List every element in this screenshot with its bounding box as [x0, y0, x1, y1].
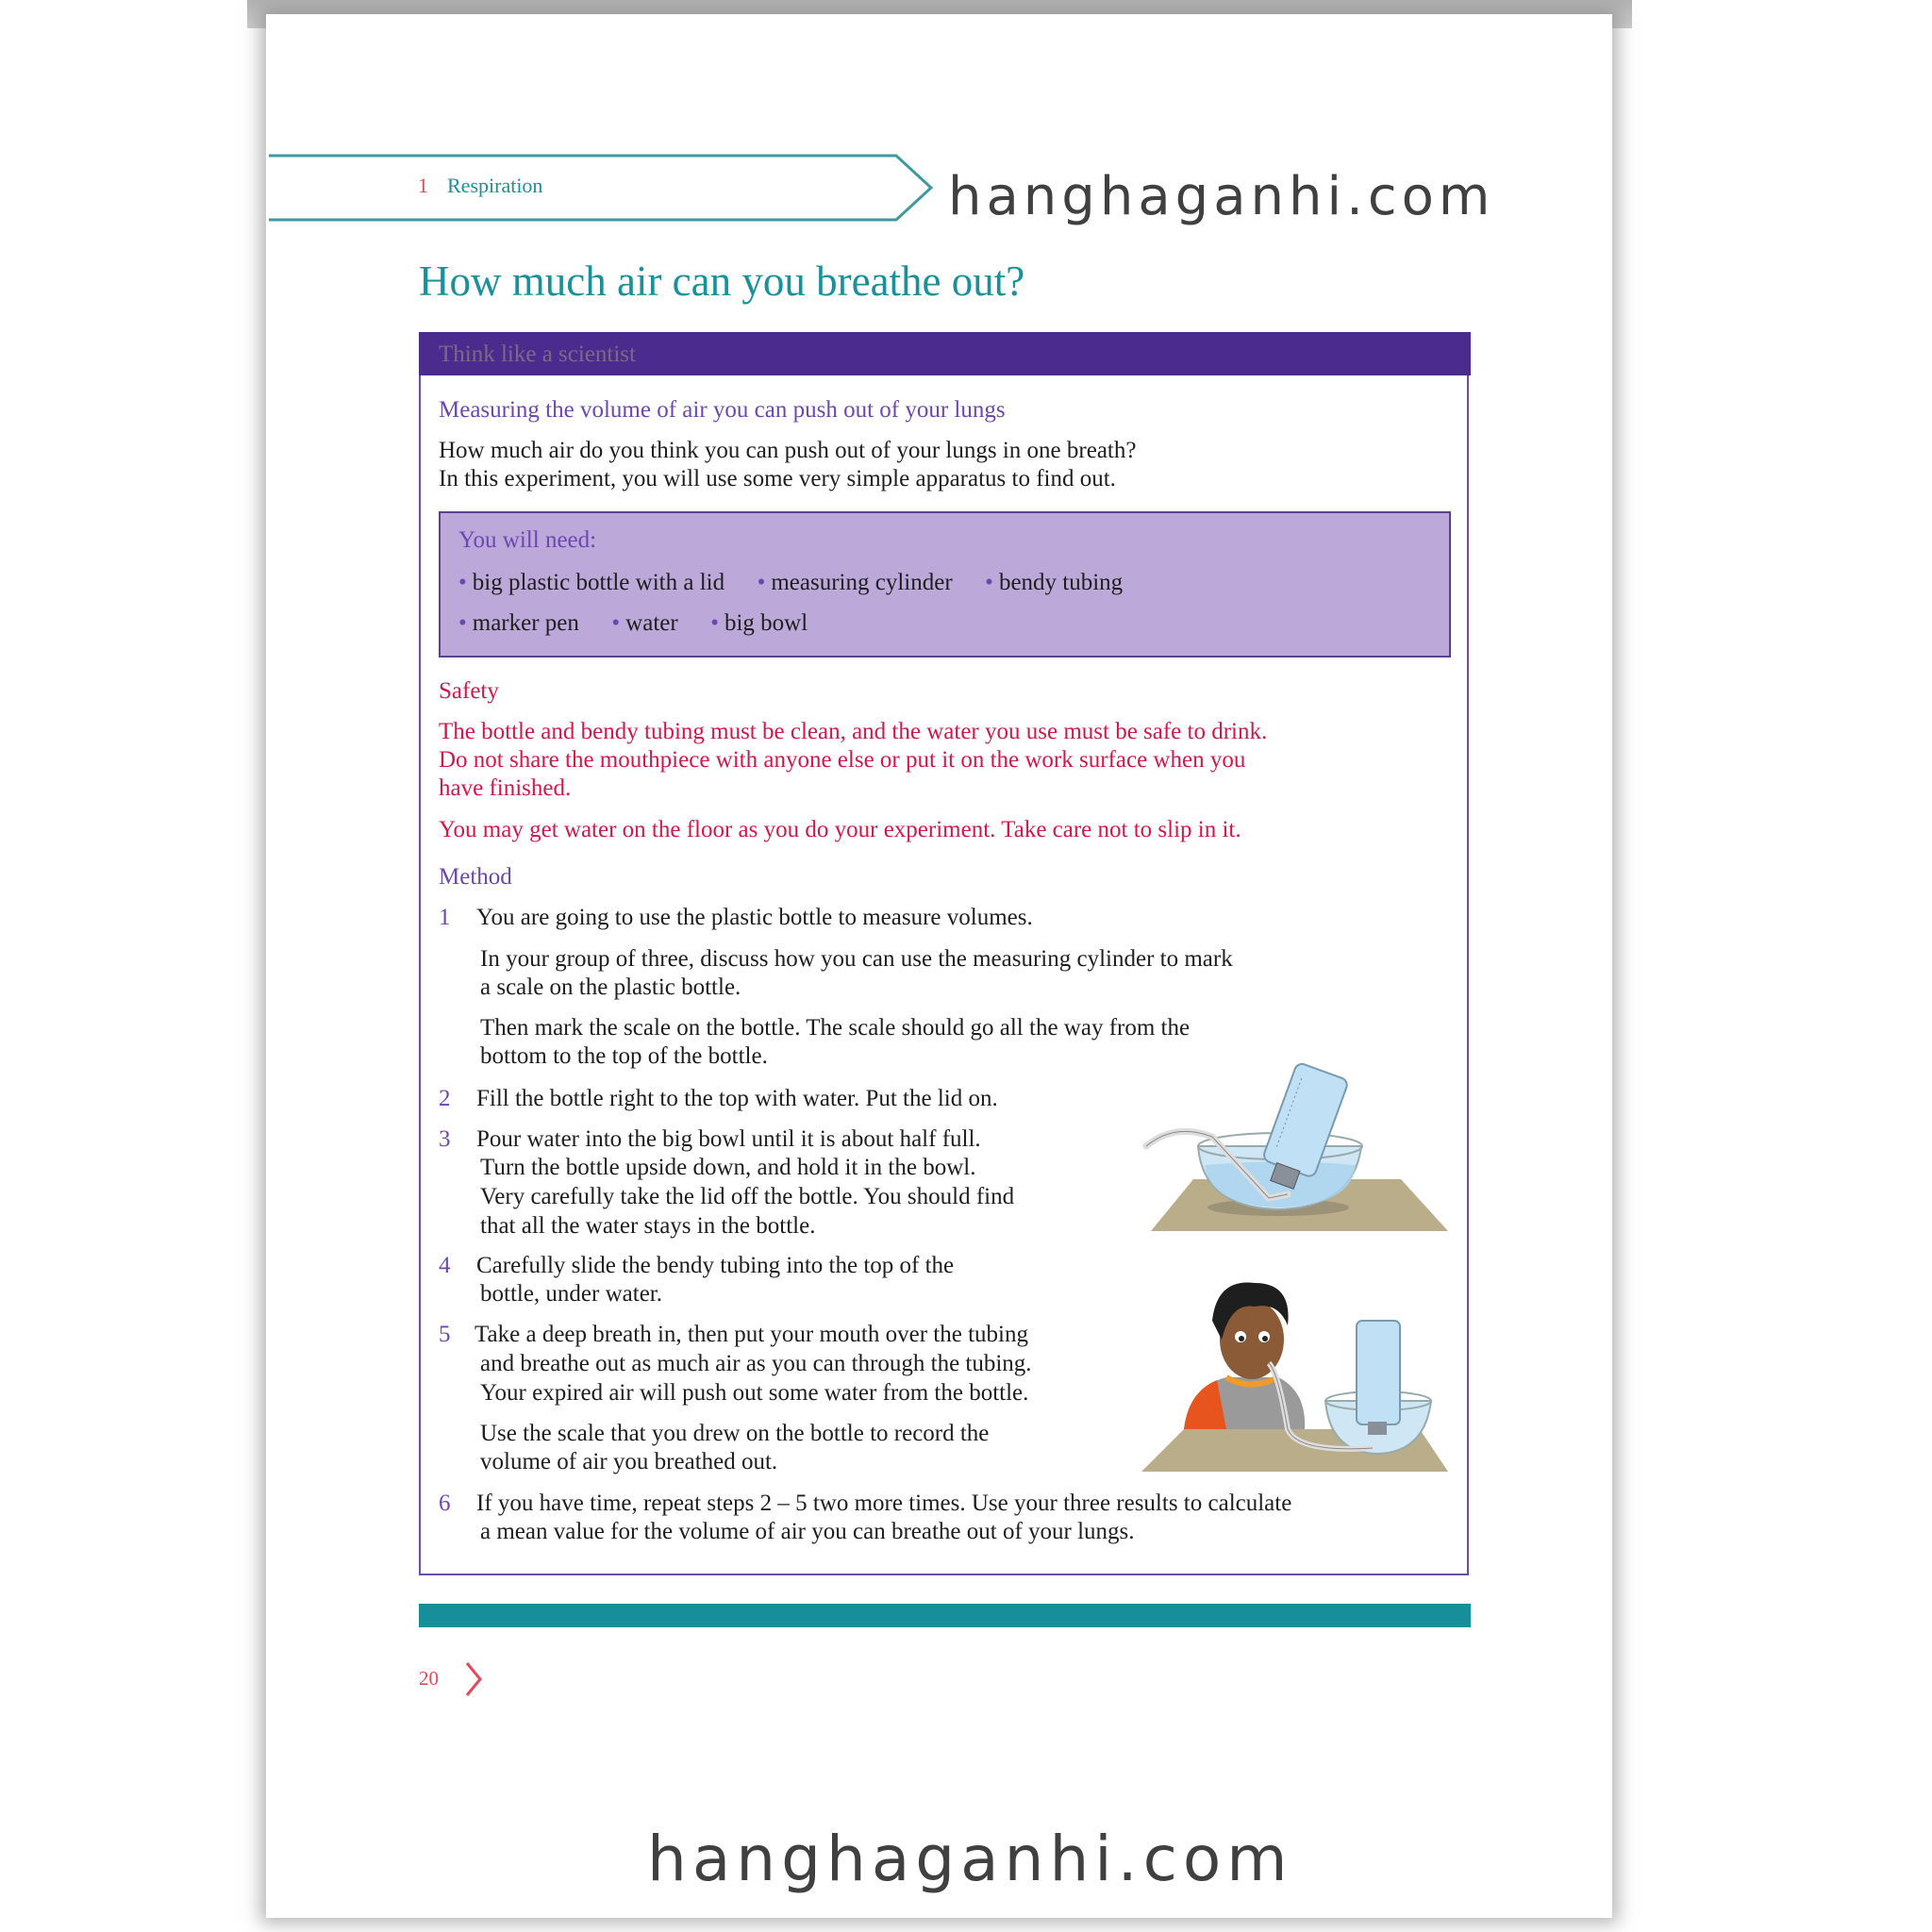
chapter-title: Respiration — [447, 174, 543, 197]
safety-title: Safety — [439, 678, 499, 704]
bullet-icon: • — [458, 610, 467, 636]
equipment-title: You will need: — [458, 527, 597, 553]
watermark-bottom: hanghaganhi.com — [647, 1823, 1293, 1895]
footer-teal-bar — [419, 1604, 1471, 1627]
step-text: In your group of three, discuss how you can use the measuring cylinder to mark — [480, 946, 1233, 972]
step-text: bottle, under water. — [480, 1281, 662, 1307]
step-text: a mean value for the volume of air you can breathe out of your lungs. — [480, 1519, 1135, 1544]
step-text: Very carefully take the lid off the bottle. You should find — [480, 1184, 1015, 1209]
bullet-icon: • — [757, 570, 766, 595]
step-text: Take a deep breath in, then put your mouth over the tubing — [475, 1322, 1028, 1347]
experiment-subtitle: Measuring the volume of air you can push out of your lungs — [439, 397, 1006, 423]
bottle-in-bowl-illustration — [1137, 1057, 1457, 1241]
boy-breathing-illustration — [1137, 1259, 1457, 1476]
equipment-item: big plastic bottle with a lid — [472, 570, 725, 595]
step-text: If you have time, repeat steps 2 – 5 two more times. Use your three results to calculate — [476, 1491, 1292, 1516]
step-text: Fill the bottle right to the top with water. Put the lid on. — [476, 1086, 998, 1111]
step-text: Your expired air will push out some water from the bottle. — [480, 1380, 1029, 1406]
step-text: Use the scale that you drew on the bottle to record the — [480, 1421, 990, 1446]
step-text: volume of air you breathed out. — [480, 1449, 778, 1474]
step-number: 5 — [439, 1322, 451, 1347]
chevron-right-icon[interactable] — [462, 1660, 485, 1698]
equipment-item: big bowl — [724, 610, 808, 636]
think-box-header-label: Think like a scientist — [439, 341, 636, 367]
equipment-item: measuring cylinder — [771, 570, 953, 595]
step-number: 3 — [439, 1126, 451, 1152]
step-text: Turn the bottle upside down, and hold it in the bowl. — [480, 1155, 976, 1180]
safety-line: have finished. — [439, 775, 572, 801]
page-title: How much air can you breathe out? — [419, 258, 1025, 305]
step-text: and breathe out as much air as you can through the tubing. — [480, 1351, 1032, 1376]
step-text: Pour water into the big bowl until it is about half full. — [476, 1126, 981, 1152]
bullet-icon: • — [611, 610, 621, 636]
step-text: Then mark the scale on the bottle. The scale should go all the way from the — [480, 1015, 1191, 1041]
safety-line: Do not share the mouthpiece with anyone else or put it on the work surface when you — [439, 747, 1246, 773]
safety-line: You may get water on the floor as you do your experiment. Take care not to slip in it. — [439, 817, 1241, 842]
bullet-icon: • — [458, 570, 467, 595]
step-text: You are going to use the plastic bottle to measure volumes. — [476, 905, 1033, 930]
step-number: 2 — [439, 1086, 451, 1111]
watermark-top: hanghaganhi.com — [948, 166, 1495, 227]
page-number: 20 — [419, 1667, 439, 1690]
equipment-row — [458, 569, 1123, 597]
bullet-icon: • — [985, 570, 993, 595]
chapter-number: 1 — [418, 174, 428, 197]
step-text: Carefully slide the bendy tubing into the top of the — [476, 1253, 955, 1278]
equipment-row — [458, 609, 808, 638]
step-number: 1 — [439, 905, 451, 930]
step-text: that all the water stays in the bottle. — [480, 1213, 816, 1239]
method-title: Method — [439, 864, 512, 890]
step-number: 4 — [439, 1253, 451, 1278]
intro-line: How much air do you think you can push out of your lungs in one breath? — [439, 438, 1137, 463]
step-text: bottom to the top of the bottle. — [480, 1043, 768, 1069]
chapter-header-band — [269, 154, 939, 222]
step-text: a scale on the plastic bottle. — [480, 974, 741, 1000]
step-number: 6 — [439, 1491, 451, 1516]
bullet-icon: • — [710, 610, 719, 636]
equipment-item: marker pen — [472, 610, 579, 636]
equipment-item: water — [625, 610, 678, 636]
intro-line: In this experiment, you will use some very simple apparatus to find out. — [439, 466, 1116, 491]
safety-line: The bottle and bendy tubing must be clean, and the water you use must be safe to drink. — [439, 719, 1268, 744]
equipment-item: bendy tubing — [998, 570, 1124, 595]
